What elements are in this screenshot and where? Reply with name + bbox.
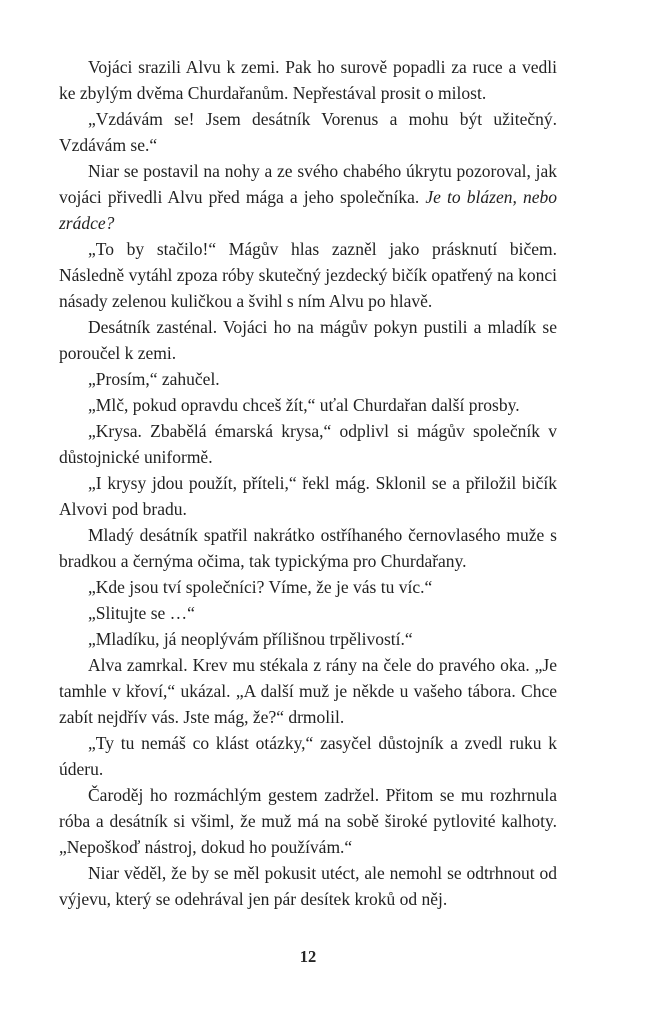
paragraph: Čaroděj ho rozmáchlým gestem zadržel. Přitom se mu rozhrnula róba a desátník si všiml, že muž má na sobě široké pytlovité kalhoty. „Nepoškoď nástroj, dokud ho používám.“ — [59, 785, 557, 857]
page-number: 12 — [299, 947, 317, 966]
paragraph: „Kde jsou tví společníci? Víme, že je vás tu víc.“ — [88, 577, 433, 597]
paragraph: Niar věděl, že by se měl pokusit utéct, ale nemohl se odtrhnout od výjevu, který se odehrával jen pár desítek kroků od něj. — [59, 863, 557, 909]
paragraph: „Vzdávám se! Jsem desátník Vorenus a mohu být užitečný. Vzdávám se.“ — [59, 109, 557, 155]
paragraph: „To by stačilo!“ Mágův hlas zazněl jako prásknutí bičem. Následně vytáhl zpoza róby skutečný jezdecký bičík opatřený na konci násady zelenou kuličkou a švihl s ním Alvu po hlavě. — [59, 239, 557, 311]
paragraph: Desátník zasténal. Vojáci ho na mágův pokyn pustili a mladík se poroučel k zemi. — [59, 317, 557, 363]
paragraph: Mladý desátník spatřil nakrátko ostříhaného černovlasého muže s bradkou a černýma očima, tak typickýma pro Churdařany. — [59, 525, 557, 571]
paragraph: Alva zamrkal. Krev mu stékala z rány na čele do pravého oka. „Je tamhle v křoví,“ ukázal. „A další muž je někde u vašeho tábora. Chce zabít nejdřív vás. Jste mág, že?“ drmolil. — [59, 655, 557, 727]
paragraph: „Mlč, pokud opravdu chceš žít,“ uťal Churdařan další prosby. — [88, 395, 520, 415]
paragraph: Vojáci srazili Alvu k zemi. Pak ho surově popadli za ruce a vedli ke zbylým dvěma Churdařanům. Nepřestával prosit o milost. — [59, 57, 557, 103]
paragraph-text: Niar se postavil na nohy a ze svého chabého úkrytu pozoroval, jak vojáci přivedli Alvu před mága a jeho společníka. — [59, 161, 557, 207]
paragraph: „Krysa. Zbabělá émarská krysa,“ odplivl si mágův společník v důstojnické uniformě. — [59, 421, 557, 467]
page-text — [59, 54, 557, 912]
paragraph — [59, 158, 557, 236]
paragraph: „Prosím,“ zahučel. — [88, 369, 220, 389]
paragraph: „I krysy jdou použít, příteli,“ řekl mág. Sklonil se a přiložil bičík Alvovi pod bradu. — [59, 473, 557, 519]
inner-monologue-italic: Je to blázen, nebo zrádce? — [59, 187, 557, 233]
paragraph: „Slitujte se …“ — [88, 603, 195, 623]
paragraph: „Ty tu nemáš co klást otázky,“ zasyčel důstojník a zvedl ruku k úderu. — [59, 733, 557, 779]
paragraph: „Mladíku, já neoplývám přílišnou trpělivostí.“ — [88, 629, 413, 649]
